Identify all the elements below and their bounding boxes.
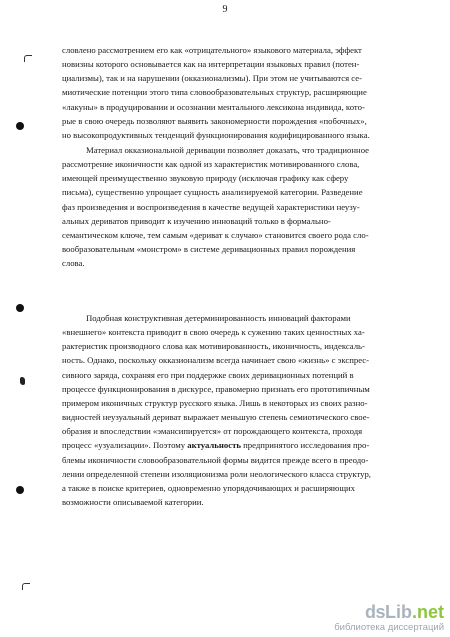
text-fragment: предпринятого исследования про- — [240, 440, 370, 451]
text-line: слова. — [62, 258, 85, 269]
watermark-logo — [365, 603, 444, 621]
watermark-logo-lib: Lib — [384, 602, 412, 622]
punch-hole-middle — [16, 304, 24, 312]
text-line: видностей неузуальный дериват выражает меньшую степень семиотического свое- — [62, 412, 370, 423]
scan-speck — [20, 377, 25, 385]
text-line: ность. Однако, поскольку окказионализм всегда начинает свою «жизнь» с экспрес- — [62, 355, 370, 366]
text-line: миотические потенции этого типа словообразовательных структур, расширяющие — [62, 87, 367, 98]
text-line: вообразовательным «монстром» в системе деривационных правил порождения — [62, 244, 356, 255]
text-line: лении определенной степени изоляционизма роли неологического класса структур, — [62, 468, 371, 479]
text-line: возможности описываемой категории. — [62, 497, 204, 508]
watermark-logo-dot: . — [411, 602, 417, 622]
text-line: рые в свою очередь позволяют выявить закономерности порождения «побочных», — [62, 115, 367, 126]
text-line: письма), существенно упрощает сущность анализируемой категории. Разведение — [62, 187, 363, 198]
text-line: рактеристик производного слова как мотивированность, иконичность, индексаль- — [62, 341, 365, 352]
paragraph-3 — [62, 311, 414, 509]
text-line: рассмотрение иконичности как одной из характеристик мотивированного слова, — [62, 159, 360, 170]
text-line: «лакуны» в продуцировании и осознании ментального лексикона индивида, кото- — [62, 101, 365, 112]
watermark — [334, 603, 444, 633]
text-line: циализмы), так и на нарушении (окказионализмы). При этом не учитываются се- — [62, 73, 362, 84]
text-line: но высокопродуктивных тенденций функционирования кодифицированного языка. — [62, 129, 370, 140]
text-line: семантическом ключе, тем самым «дериват к случаю» становится своего рода сло- — [62, 229, 369, 240]
text-line: «внешнего» контекста приводит в свою очередь к сужению таких ценностных ха- — [62, 327, 365, 338]
punch-hole-bottom — [16, 486, 24, 494]
watermark-subtitle: библиотека диссертаций — [334, 622, 444, 633]
text-line: Материал окказиональной деривации позволяет доказать, что традиционное — [86, 145, 370, 155]
watermark-logo-ds: ds — [364, 602, 385, 622]
text-line: новизны которого основывается как на интерпретации языковых правил (потен- — [62, 59, 360, 70]
text-line-with-emphasis — [62, 438, 414, 452]
scan-mark-bottom — [22, 583, 30, 590]
scan-mark-top — [24, 55, 32, 62]
text-line: блемы иконичности словообразовательной формы видится прежде всего в преодо- — [62, 454, 369, 465]
punch-hole-top — [16, 122, 24, 130]
text-line: альных дериватов приводит к изучению инноваций только в формально- — [62, 215, 331, 226]
watermark-logo-net: net — [417, 602, 444, 622]
text-line: а также в поиске критериев, одновременно упорядочивающих и расширяющих — [62, 482, 356, 493]
paragraph-1 — [62, 43, 414, 142]
text-line: фаз произведения и воспроизведения в качестве ведущей характеристики неузу- — [62, 201, 360, 212]
text-line: образия и впоследствии «эмансипируется» от порождающего контекста, проходя — [62, 426, 363, 437]
text-line: имеющей преимущественно звуковую природу (исключая графику как сферу — [62, 173, 349, 184]
text-line: Подобная конструктивная детерминированность инноваций факторами — [86, 313, 351, 323]
text-line: процессе функционирования в дискурсе, правомерно признать его прототипичным — [62, 383, 370, 394]
page-number: 9 — [222, 4, 228, 15]
text-line: примером иконичных структур русского языка. Лишь в некоторых из своих разно- — [62, 397, 368, 408]
text-line: словлено рассмотрением его как «отрицательного» языкового материала, эффект — [62, 45, 362, 55]
paragraph-2 — [62, 143, 414, 270]
text-line: сивного заряда, сохраняя его при поддержке своих деривационных потенций в — [62, 369, 354, 380]
text-fragment: процесс «узуализации». Поэтому — [62, 440, 188, 451]
emphasis-actuality: актуальность — [187, 440, 241, 451]
